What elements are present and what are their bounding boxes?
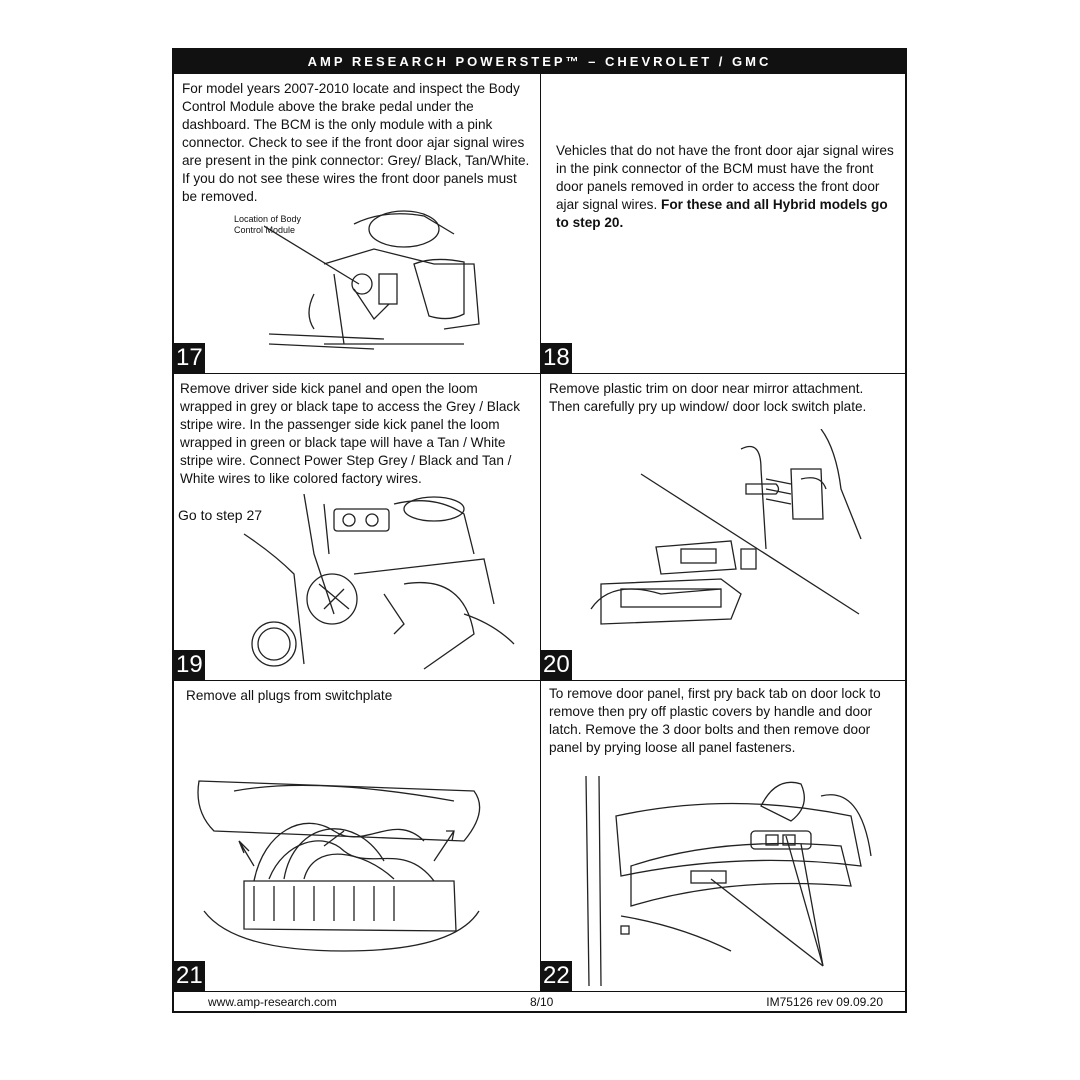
footer-doc-id: IM75126 rev 09.09.20 <box>766 995 883 1009</box>
kick-panel-illustration <box>234 494 534 674</box>
step-22-number: 22 <box>543 962 570 989</box>
page-footer <box>174 992 905 1012</box>
step-17-panel <box>174 74 541 374</box>
step-18-number: 18 <box>543 344 570 371</box>
step-18-text: Vehicles that do not have the front door ajar signal wires in the pink connector of the BCM must have the front door panels removed in order to access the front door ajar signal wires. <box>556 143 894 212</box>
step-20-text: Remove plastic trim on door near mirror attachment. Then carefully pry up window/ door lock switch plate. <box>549 381 867 414</box>
step-19-text: Remove driver side kick panel and open the loom wrapped in grey or black tape to access the Grey / Black stripe wire. In the passenger side kick panel the loom wrapped in green or black tape will have a Tan / White stripe wire. Connect Power Step Grey / Black and Tan / White wires to like colored factory wires. <box>180 381 521 486</box>
step-20-panel <box>541 374 905 681</box>
door-trim-illustration <box>561 429 891 669</box>
step-17-text: For model years 2007-2010 locate and inspect the Body Control Module above the brake pedal under the dashboard. The BCM is the only module with a pink connector. Check to see if the front door ajar signal wires are present in the pink connector: Grey/ Black, Tan/White. If you do not see these wires the front door panels must be removed. <box>182 81 530 204</box>
bcm-location-callout: Location of Body Control Module <box>234 214 302 235</box>
step-21-panel <box>174 681 541 992</box>
step-19-panel <box>174 374 541 681</box>
step-18-panel <box>541 74 905 374</box>
instruction-page <box>172 48 907 1013</box>
step-22-text: To remove door panel, first pry back tab on door lock to remove then pry off plastic covers by handle and door latch. Remove the 3 door bolts and then remove door panel by prying loose all panel fasteners. <box>549 686 881 755</box>
step-18-bold-text: For these and all Hybrid models go to step 20. <box>556 197 888 230</box>
step-19-number: 19 <box>176 651 203 678</box>
step-21-text: Remove all plugs from switchplate <box>186 688 393 703</box>
step-21-number: 21 <box>176 962 203 989</box>
footer-website: www.amp-research.com <box>208 995 337 1009</box>
switchplate-illustration <box>194 771 484 961</box>
door-panel-illustration <box>561 776 891 986</box>
step-17-number: 17 <box>176 344 203 371</box>
step-19-go-to: Go to step 27 <box>178 507 263 523</box>
page-header: AMP RESEARCH POWERSTEP™ – CHEVROLET / GMC <box>174 50 905 74</box>
step-18-text-block <box>556 142 897 232</box>
step-20-number: 20 <box>543 651 570 678</box>
footer-page-number: 8/10 <box>530 995 554 1009</box>
step-22-panel <box>541 681 905 992</box>
dashboard-illustration <box>264 204 494 354</box>
